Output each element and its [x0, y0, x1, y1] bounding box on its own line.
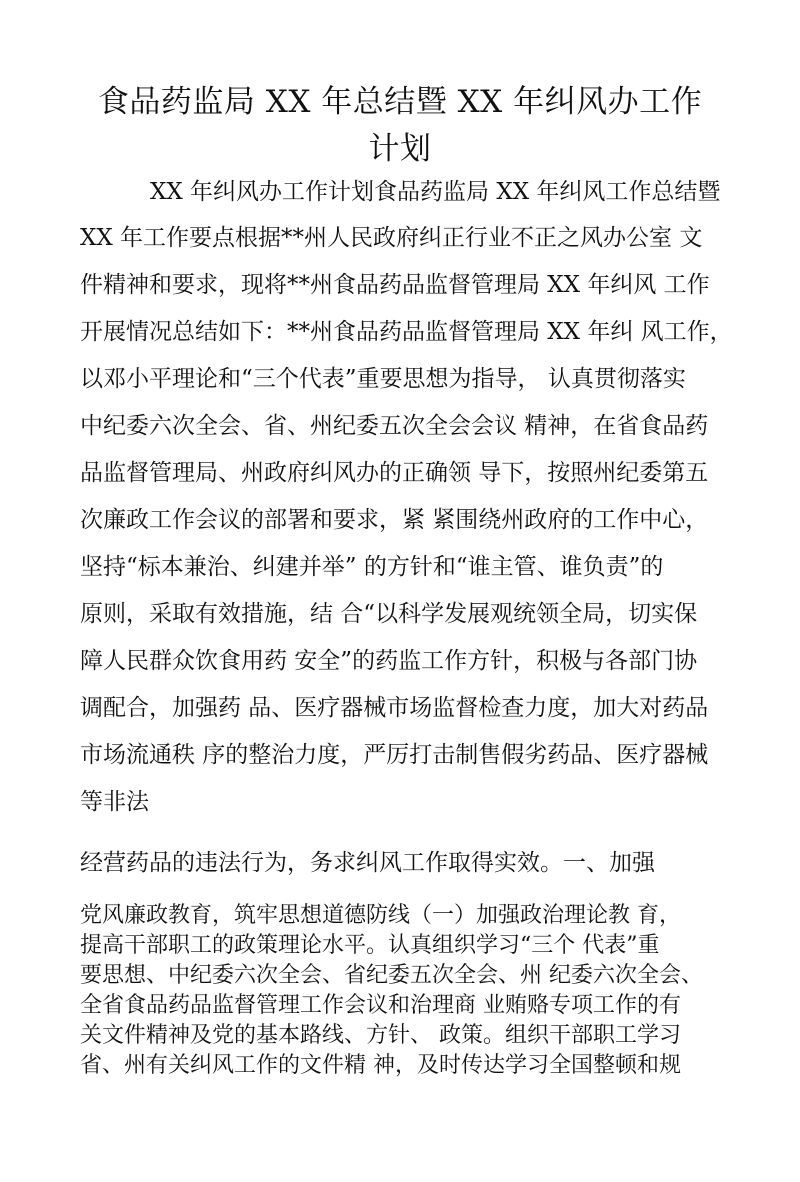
- body-line: 开展情况总结如下：**州食品药品监督管理局 XX 年纠 风工作，: [80, 319, 733, 345]
- body-line: 原则，采取有效措施，结 合“以科学发展观统领全局，切实保: [80, 601, 698, 627]
- body-line: 党风廉政教育，筑牢思想道德防线（一）加强政治理论教 育，: [80, 903, 681, 928]
- body-line: 要思想、中纪委六次全会、省纪委五次全会、州 纪委六次全会、: [80, 963, 703, 988]
- body-line: 件精神和要求，现将**州食品药品监督管理局 XX 年纠风 工作: [80, 272, 710, 298]
- body-line: 调配合，加强药 品、医疗器械市场监督检查力度，加大对药品: [80, 695, 709, 721]
- document-title-line-2: 计划: [368, 131, 432, 167]
- body-line: 等非法: [80, 789, 149, 815]
- body-line: 中纪委六次全会、省、州纪委五次全会会议 精神，在省食品药: [80, 413, 709, 439]
- body-line: XX 年工作要点根据**州人民政府纠正行业不正之风办公室 文: [80, 225, 703, 251]
- document-title-line-1: 食品药监局 XX 年总结暨 XX 年纠风办工作: [97, 84, 703, 120]
- body-line: 障人民群众饮食用药 安全”的药监工作方针，积极与各部门协: [80, 648, 698, 674]
- body-line: 经营药品的违法行为，务求纠风工作取得实效。一、加强: [80, 850, 655, 876]
- body-line: 次廉政工作会议的部署和要求，紧 紧围绕州政府的工作中心，: [80, 507, 709, 533]
- body-line: 以邓小平理论和“三个代表”重要思想为指导， 认真贯彻落实: [80, 366, 686, 392]
- body-line: 坚持“标本兼治、纠建并举” 的方针和“谁主管、谁负责”的: [80, 554, 664, 580]
- body-line: 提高干部职工的政策理论水平。认真组织学习“三个 代表”重: [80, 933, 660, 958]
- body-line: 全省食品药品监督管理工作会议和治理商 业贿赂专项工作的有: [80, 993, 681, 1018]
- body-line: 市场流通秩 序的整治力度，严厉打击制售假劣药品、医疗器械: [80, 742, 709, 768]
- body-line: 品监督管理局、州政府纠风办的正确领 导下，按照州纪委第五: [80, 460, 709, 486]
- body-line: 关文件精神及党的基本路线、方针、 政策。组织干部职工学习: [80, 1023, 681, 1048]
- body-line: XX 年纠风办工作计划食品药监局 XX 年纠风工作总结暨: [150, 179, 721, 205]
- body-line: 省、州有关纠风工作的文件精 神，及时传达学习全国整顿和规: [80, 1053, 681, 1078]
